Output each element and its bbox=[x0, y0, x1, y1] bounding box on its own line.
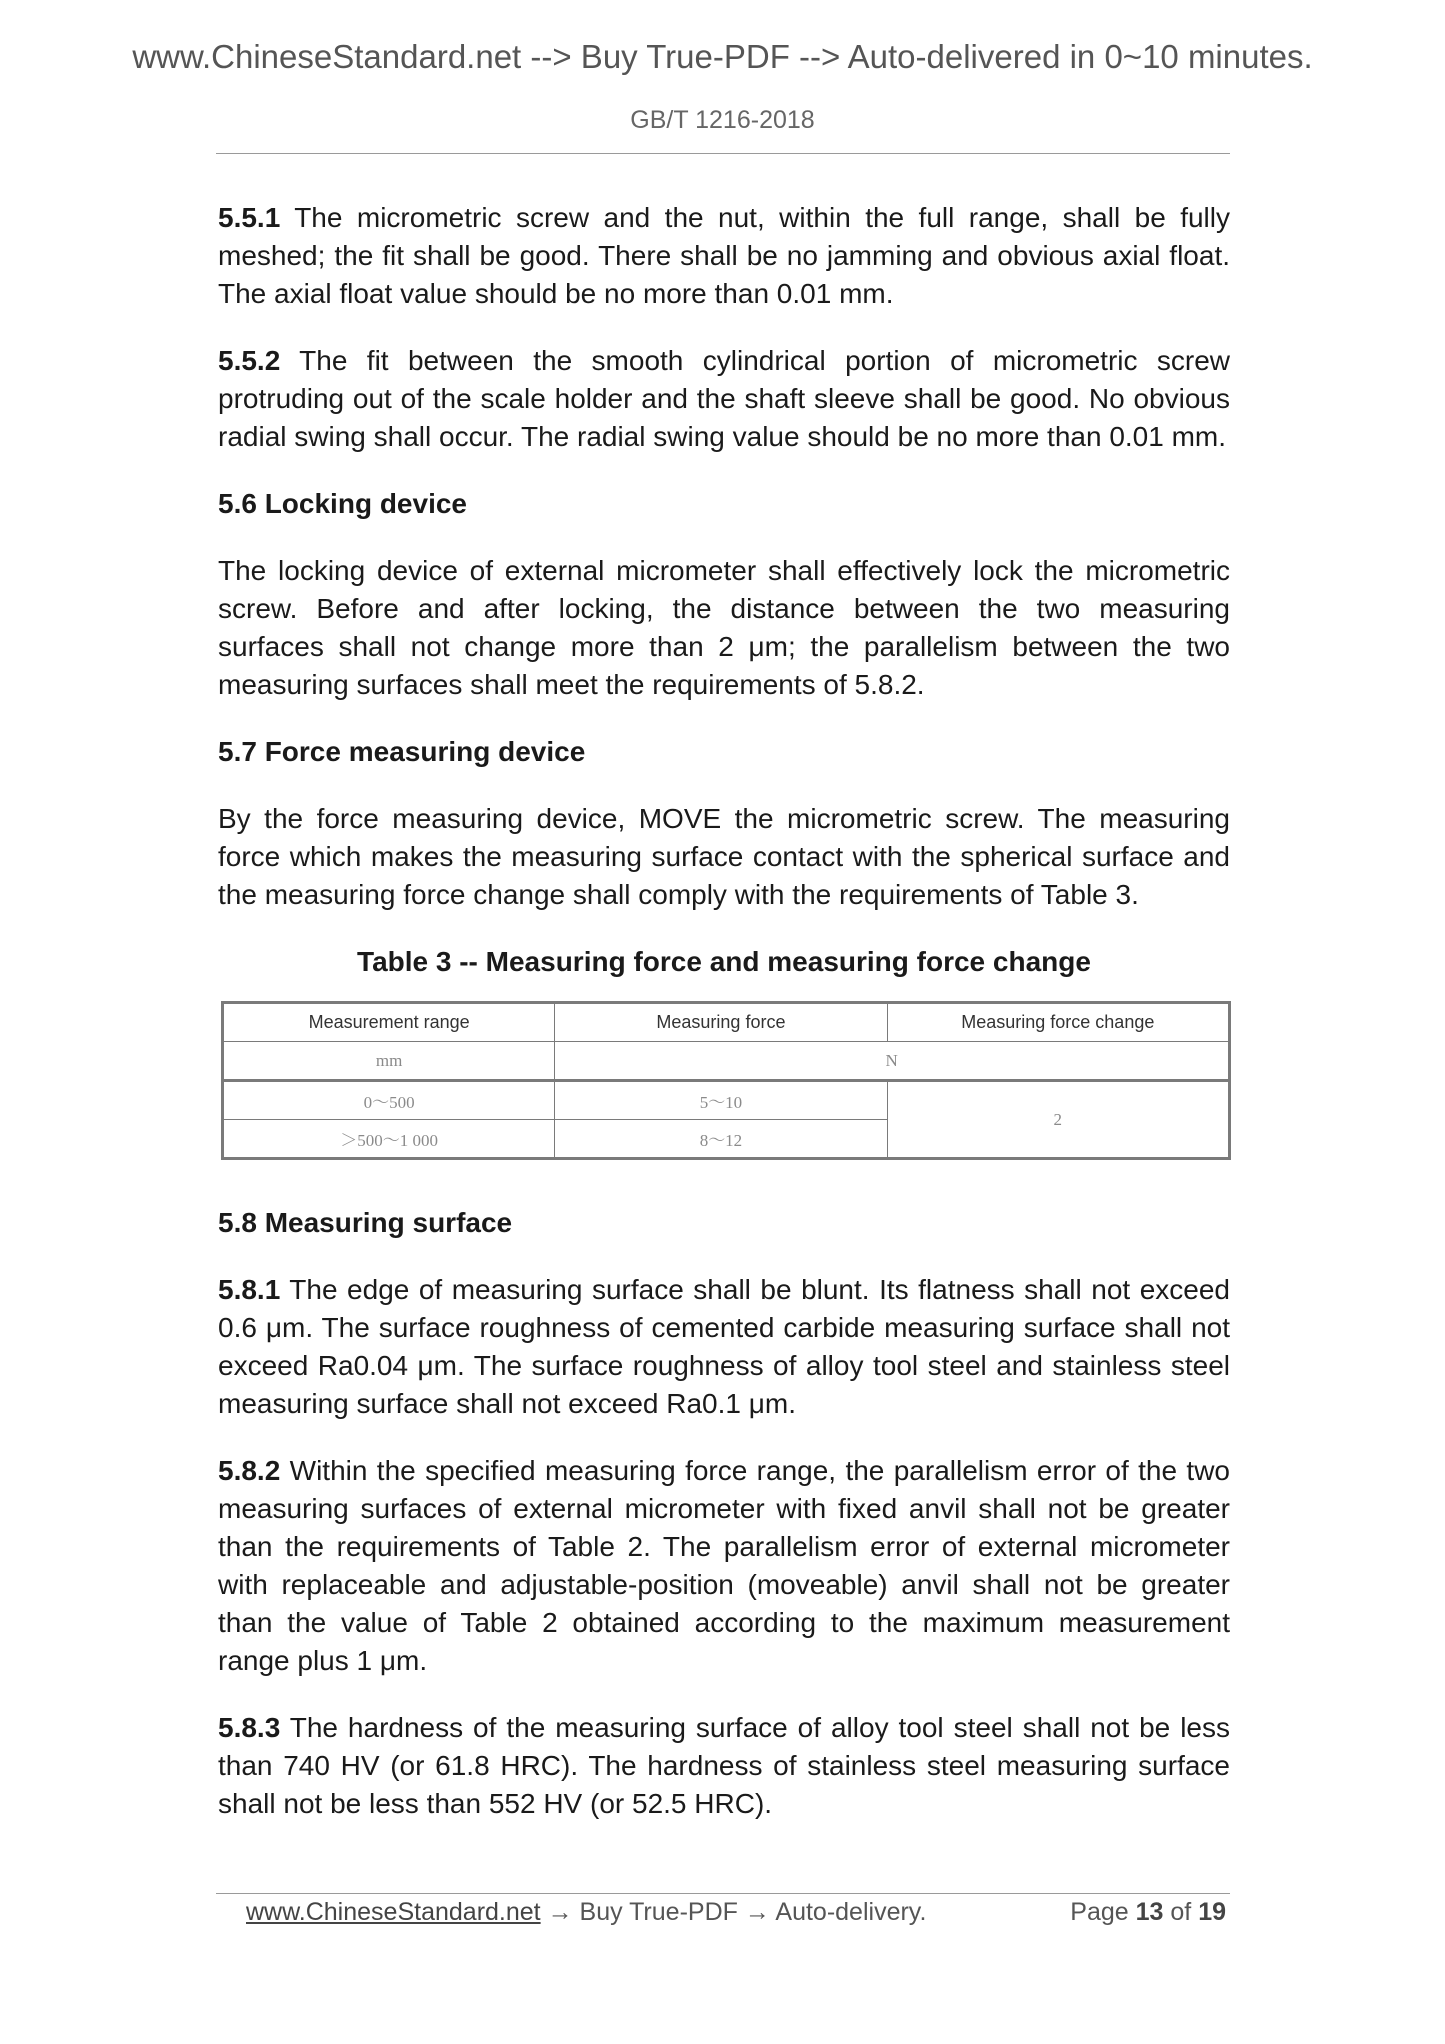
clause-5-5-1 bbox=[218, 199, 1230, 313]
page-indicator bbox=[1070, 1898, 1226, 1927]
current-page-number: 13 bbox=[1135, 1898, 1164, 1926]
section-heading-5-8: 5.8 Measuring surface bbox=[218, 1207, 513, 1238]
unit-mm: mm bbox=[223, 1042, 555, 1081]
clause-number: 5.5.2 bbox=[218, 345, 281, 376]
clause-text: Within the specified measuring force range, the parallelism error of the two measuring surfaces of external micrometer with fixed anvil shall not be greater than the requirements of Table 2. The parallelism error of external micrometer with replaceable and adjustable-position (moveable) anvil shall not be greater than the value of Table 2 obtained according to the maximum measurement range plus 1 μm. bbox=[218, 1455, 1230, 1676]
footer-left bbox=[246, 1898, 926, 1927]
clause-text: The micrometric screw and the nut, within the full range, shall be fully meshed; the fit shall be good. There shall be no jamming and obvious axial float. The axial float value should be no more than 0.01 mm. bbox=[218, 202, 1230, 309]
clause-text: The fit between the smooth cylindrical portion of micrometric screw protruding out of the scale holder and the shaft sleeve shall be good. No obvious radial swing shall occur. The radial swing value should be no more than 0.01 mm. bbox=[218, 345, 1230, 452]
header-measuring-force: Measuring force bbox=[555, 1003, 887, 1042]
force-cell: 5～10 bbox=[555, 1081, 887, 1120]
of-label: of bbox=[1170, 1898, 1192, 1926]
table-row bbox=[223, 1081, 1230, 1120]
clause-5-8-3 bbox=[218, 1709, 1230, 1823]
range-cell: ＞500～1 000 bbox=[223, 1120, 555, 1159]
table-unit-row bbox=[223, 1042, 1230, 1081]
clause-text: The edge of measuring surface shall be blunt. Its flatness shall not exceed 0.6 μm. The surface roughness of cemented carbide measuring surface shall not exceed Ra0.04 μm. The surface roughness of alloy tool steel and stainless steel measuring surface shall not exceed Ra0.1 μm. bbox=[218, 1274, 1230, 1419]
range-cell: 0～500 bbox=[223, 1081, 555, 1120]
clause-number: 5.8.1 bbox=[218, 1274, 281, 1305]
clause-5-8-2 bbox=[218, 1452, 1230, 1680]
page-footer bbox=[246, 1898, 1226, 1938]
force-cell: 8～12 bbox=[555, 1120, 887, 1159]
clause-number: 5.8.3 bbox=[218, 1712, 281, 1743]
unit-newton: N bbox=[555, 1042, 1230, 1081]
section-heading-5-6: 5.6 Locking device bbox=[218, 488, 467, 519]
header-divider bbox=[216, 153, 1230, 154]
measuring-force-table bbox=[221, 1001, 1231, 1160]
clause-text: The hardness of the measuring surface of alloy tool steel shall not be less than 740 HV (or 61.8 HRC). The hardness of stainless steel measuring surface shall not be less than 552 HV (or 52.5 HRC). bbox=[218, 1712, 1230, 1819]
footer-site-link[interactable]: www.ChineseStandard.net bbox=[246, 1898, 541, 1926]
clause-5-7: By the force measuring device, MOVE the micrometric screw. The measuring force which makes the measuring surface contact with the spherical surface and the measuring force change shall comply with the requirements of Table 3. bbox=[218, 803, 1230, 910]
header-measurement-range: Measurement range bbox=[223, 1003, 555, 1042]
clause-5-8-1 bbox=[218, 1271, 1230, 1423]
footer-divider bbox=[216, 1893, 1230, 1894]
page-label: Page bbox=[1070, 1898, 1129, 1926]
clause-5-6: The locking device of external micrometer shall effectively lock the micrometric screw. Before and after locking, the distance between the two measuring surfaces shall not change more than 2 μm; the parallelism between the two measuring surfaces shall meet the requirements of 5.8.2. bbox=[218, 555, 1230, 700]
section-heading-5-7: 5.7 Force measuring device bbox=[218, 736, 586, 767]
clause-number: 5.5.1 bbox=[218, 202, 281, 233]
document-body bbox=[218, 199, 1230, 1852]
table-caption: Table 3 -- Measuring force and measuring force change bbox=[357, 946, 1091, 977]
document-code: GB/T 1216-2018 bbox=[630, 106, 815, 134]
total-pages-number: 19 bbox=[1198, 1898, 1226, 1926]
clause-number: 5.8.2 bbox=[218, 1455, 281, 1486]
header-measuring-force-change: Measuring force change bbox=[887, 1003, 1229, 1042]
force-change-cell: 2 bbox=[887, 1081, 1229, 1159]
table-header-row bbox=[223, 1003, 1230, 1042]
footer-tagline: → Buy True-PDF → Auto-delivery. bbox=[540, 1898, 927, 1926]
site-banner: www.ChineseStandard.net --> Buy True-PDF --> Auto-delivered in 0~10 minutes. bbox=[132, 38, 1313, 75]
clause-5-5-2 bbox=[218, 342, 1230, 456]
